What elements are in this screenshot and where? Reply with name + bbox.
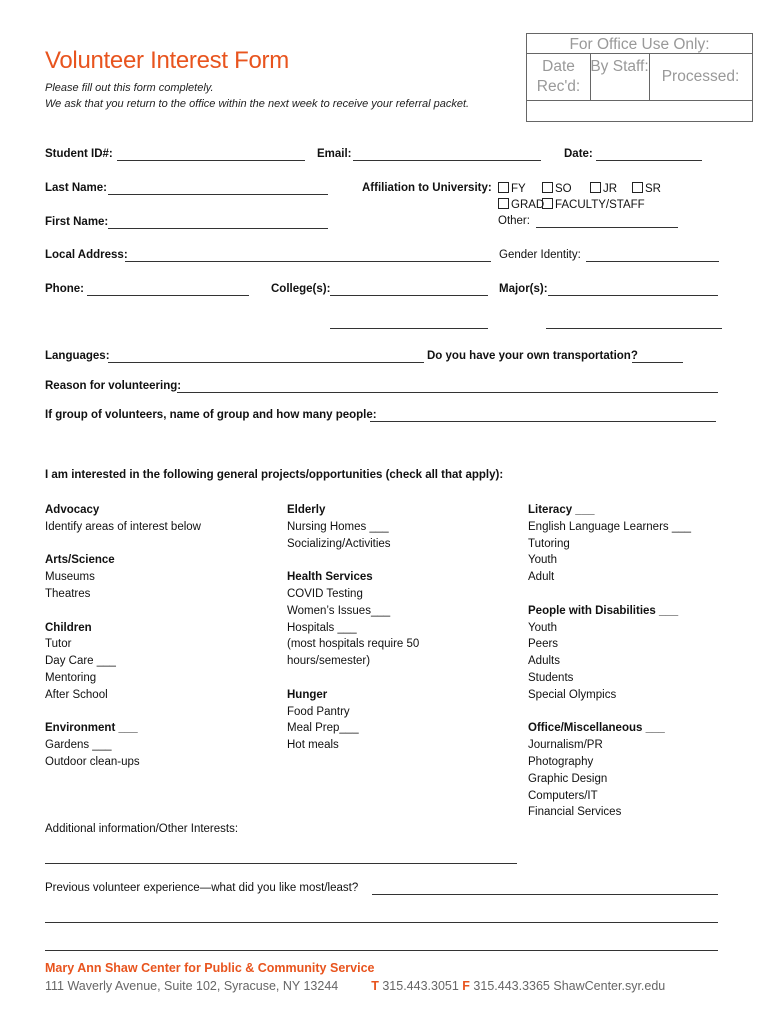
footer-t-label: T [371,979,379,993]
date-label: Date: [564,148,593,160]
phone-field[interactable] [87,295,249,296]
last-name-field[interactable] [108,194,328,195]
list-item[interactable]: Financial Services [528,806,622,819]
list-item[interactable]: Identify areas of interest below [45,520,201,533]
list-item[interactable]: Adult [528,571,555,584]
majors-field[interactable] [548,295,718,296]
list-item[interactable]: Youth [528,621,557,634]
additional-info-label: Additional information/Other Interests: [45,823,239,835]
affiliation-label: Affiliation to University: [362,182,492,194]
subtitle-line-1: Please fill out this form completely. [45,82,214,94]
majors-field-2[interactable] [546,328,722,329]
list-item[interactable]: Meal Prep___ [287,722,359,735]
list-item [287,552,419,569]
affiliation-fy[interactable]: FY [498,182,526,195]
interest-column-2 [287,502,419,754]
group-label: If group of volunteers, name of group and how many people: [45,409,377,421]
checkbox-icon[interactable] [590,182,601,193]
affiliation-faculty[interactable]: FACULTY/STAFF [542,198,645,211]
list-item[interactable]: Museums [45,571,95,584]
colleges-field[interactable] [330,295,488,296]
list-item[interactable]: Outdoor clean-ups [45,755,140,768]
affiliation-other-field[interactable] [536,227,678,228]
student-id-label: Student ID#: [45,148,113,160]
additional-info-field[interactable] [45,863,517,864]
checkbox-icon[interactable] [498,182,509,193]
form-title: Volunteer Interest Form [45,47,289,74]
footer-website[interactable]: ShawCenter.syr.edu [553,979,666,993]
list-item [45,536,201,553]
languages-field[interactable] [108,362,424,363]
transport-field[interactable] [632,362,683,363]
list-item[interactable]: People with Disabilities ___ [528,604,679,617]
list-item[interactable]: Tutor [45,638,72,651]
list-item[interactable]: Socializing/Activities [287,537,391,550]
office-by-staff: By Staff: [590,58,649,75]
list-item[interactable]: English Language Learners ___ [528,520,692,533]
languages-label: Languages: [45,350,110,362]
gender-label: Gender Identity: [499,249,581,261]
subtitle-line-2: We ask that you return to the office within the next week to receive your referral packet. [45,98,470,110]
first-name-label: First Name: [45,216,109,228]
office-processed: Processed: [661,68,740,85]
list-item[interactable]: Theatres [45,587,91,600]
list-item[interactable]: Women’s Issues___ [287,604,391,617]
list-item[interactable]: Hot meals [287,739,339,752]
list-item[interactable]: Elderly [287,504,326,516]
list-item[interactable]: Nursing Homes ___ [287,520,389,533]
footer-phone: 315.443.3051 [382,979,459,993]
list-item[interactable]: Tutoring [528,537,570,550]
previous-experience-label: Previous volunteer experience—what did you like most/least? [45,882,359,894]
interests-heading: I am interested in the following general projects/opportunities (check all that apply): [45,469,504,481]
affiliation-other-label: Other: [498,215,530,227]
colleges-field-2[interactable] [330,328,488,329]
list-item[interactable]: Arts/Science [45,554,115,567]
list-item[interactable]: Hospitals ___ [287,621,357,634]
affiliation-grad[interactable]: GRAD [498,198,544,211]
office-use-box [526,33,753,122]
list-item [45,704,201,721]
list-item[interactable]: Adults [528,655,560,668]
reason-field[interactable] [177,392,718,393]
list-item [287,670,419,687]
list-item[interactable]: Youth [528,554,557,567]
list-item[interactable]: Advocacy [45,504,100,516]
gender-field[interactable] [586,261,719,262]
list-item [528,704,691,721]
list-item [45,603,201,620]
majors-label: Major(s): [499,283,548,295]
list-item[interactable]: Photography [528,755,594,768]
list-item[interactable]: After School [45,688,108,701]
colleges-label: College(s): [271,283,331,295]
checkbox-icon[interactable] [498,198,509,209]
list-item[interactable]: Gardens ___ [45,739,112,752]
email-label: Email: [317,148,352,160]
list-item[interactable]: Journalism/PR [528,739,603,752]
interest-column-3 [528,502,691,821]
transport-label: Do you have your own transportation? [427,350,638,362]
local-address-label: Local Address: [45,249,128,261]
date-field[interactable] [596,160,702,161]
email-field[interactable] [353,160,541,161]
footer-fax: 315.443.3365 [473,979,550,993]
phone-label: Phone: [45,283,84,295]
footer-address: 111 Waverly Avenue, Suite 102, Syracuse, NY 13244 [45,979,339,993]
local-address-field[interactable] [125,261,491,262]
list-item[interactable]: Health Services [287,571,373,584]
checkbox-icon[interactable] [542,182,553,193]
checkbox-icon[interactable] [542,198,553,209]
list-item: (most hospitals require 50 [287,638,420,651]
office-date-recd: Date Rec'd: [536,58,581,95]
affiliation-sr[interactable]: SR [632,182,661,195]
previous-experience-field-2[interactable] [45,922,718,923]
student-id-field[interactable] [117,160,305,161]
footer-contact [45,979,665,993]
affiliation-so[interactable]: SO [542,182,572,195]
office-heading: For Office Use Only: [569,36,710,53]
list-item[interactable]: COVID Testing [287,587,363,600]
reason-label: Reason for volunteering: [45,380,182,392]
last-name-label: Last Name: [45,182,107,194]
list-item[interactable]: Children [45,621,92,634]
list-item: hours/semester) [287,655,371,668]
list-item[interactable]: Special Olympics [528,688,617,701]
group-field[interactable] [370,421,716,422]
footer-org-name: Mary Ann Shaw Center for Public & Community Service [45,961,375,975]
list-item[interactable]: Graphic Design [528,772,608,785]
list-item[interactable]: Mentoring [45,671,97,684]
list-item[interactable]: Food Pantry [287,705,350,718]
previous-experience-field-3[interactable] [45,950,718,951]
affiliation-jr[interactable]: JR [590,182,617,195]
checkbox-icon[interactable] [632,182,643,193]
interest-column-1 [45,502,201,771]
first-name-field[interactable] [108,228,328,229]
list-item [528,586,691,603]
list-item[interactable]: Students [528,671,574,684]
list-item[interactable]: Peers [528,638,559,651]
footer-f-label: F [462,979,470,993]
list-item[interactable]: Office/Miscellaneous ___ [528,722,665,735]
list-item[interactable]: Environment ___ [45,722,138,735]
previous-experience-field[interactable] [372,894,718,895]
list-item[interactable]: Hunger [287,688,328,701]
list-item[interactable]: Literacy ___ [528,504,595,516]
list-item[interactable]: Day Care ___ [45,655,116,668]
list-item[interactable]: Computers/IT [528,789,598,802]
